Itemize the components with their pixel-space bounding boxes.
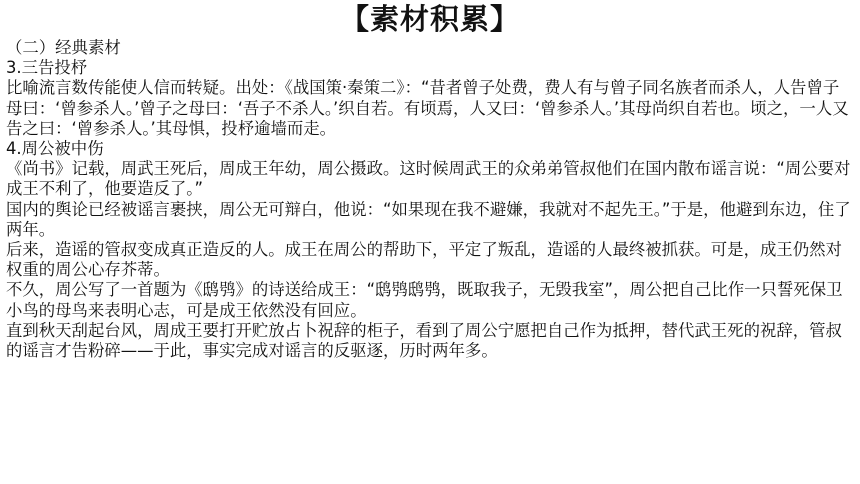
item-4-paragraph-2: 国内的舆论已经被谣言裹挟，周公无可辩白，他说：“如果现在我不避嫌，我就对不起先王。”于是，他避到东边，住了两年。 (6, 199, 851, 239)
item-4-paragraph-3: 后来，造谣的管叔变成真正造反的人。成王在周公的帮助下，平定了叛乱，造谣的人最终被抓获。可是，成王仍然对权重的周公心存芥蒂。 (6, 240, 842, 280)
content-body (6, 38, 854, 361)
item-heading-4: 4.周公被中伤 (6, 139, 104, 159)
item-4-paragraph-4: 不久，周公写了一首题为《鸱鸮》的诗送给成王：“鸱鸮鸱鸮，既取我子，无毁我室”，周公把自己比作一只誓死保卫小鸟的母鸟来表明心志，可是成王依然没有回应。 (6, 280, 843, 320)
item-4-paragraph-1: 《尚书》记载，周武王死后，周成王年幼，周公摄政。这时候周武王的众弟弟管叔他们在国内散布谣言说：“周公要对成王不利了，他要造反了。” (6, 159, 851, 199)
item-4-paragraph-5: 直到秋天刮起台风，周成王要打开贮放占卜祝辞的柜子，看到了周公宁愿把自己作为抵押，替代武王死的祝辞，管叔的谣言才告粉碎——于此，事实完成对谣言的反驱逐，历时两年多。 (6, 320, 842, 361)
page-title: 【素材积累】 (339, 2, 520, 36)
item-heading-3: 3.三告投杼 (6, 58, 88, 78)
item-3-paragraph: 比喻流言数传能使人信而转疑。出处：《战国策·秦策二》：“昔者曾子处费，费人有与曾子同名族者而杀人，人告曾子母曰：‘曾参杀人。’曾子之母曰：‘吾子不杀人。’织自若。有顷焉，人又曰：‘曾参杀人。’其母尚织自若也。顷之，一人又告之曰：‘曾参杀人。’其母惧，投杼逾墙而走。 (6, 78, 849, 138)
section-heading: （二）经典素材 (6, 38, 121, 57)
